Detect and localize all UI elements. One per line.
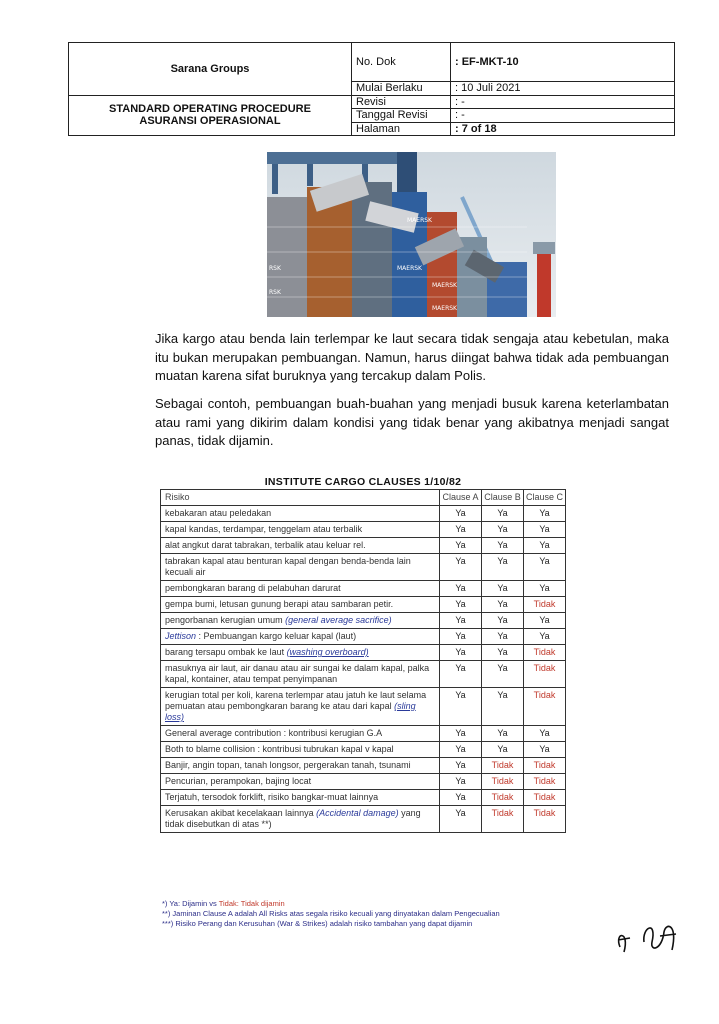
table-header-row	[161, 490, 566, 506]
document-title-line-1: STANDARD OPERATING PROCEDURE	[109, 103, 311, 116]
clause-a-cell: Ya	[440, 758, 482, 774]
header-key-mulai-berlaku: Mulai Berlaku	[352, 82, 451, 96]
clause-b-cell: Ya	[482, 661, 524, 688]
clause-b-cell: Ya	[482, 554, 524, 581]
column-header-clause-c: Clause C	[524, 490, 566, 506]
container-ship-photo	[267, 152, 556, 317]
header-key-halaman: Halaman	[352, 122, 451, 136]
risk-cell: Both to blame collision : kontribusi tubrukan kapal v kapal	[161, 742, 440, 758]
photo-label-6: RSK	[269, 289, 281, 296]
clause-b-cell: Ya	[482, 613, 524, 629]
clause-c-cell: Ya	[524, 522, 566, 538]
risk-cell: Banjir, angin topan, tanah longsor, pergerakan tanah, tsunami	[161, 758, 440, 774]
header-value-tanggal-revisi: : -	[451, 109, 675, 123]
note-1: *) Ya: Dijamin vs Tidak: Tidak dijamin	[162, 899, 285, 908]
table-row	[161, 688, 566, 726]
clause-b-cell: Ya	[482, 688, 524, 726]
header-value-revisi: : -	[451, 95, 675, 109]
table-row	[161, 726, 566, 742]
clause-b-cell: Ya	[482, 581, 524, 597]
document-title-line-2: ASURANSI OPERASIONAL	[139, 115, 281, 128]
header-value-no-dok: : EF-MKT-10	[451, 43, 675, 82]
document-header	[68, 42, 675, 136]
risk-cell: tabrakan kapal atau benturan kapal dengan benda-benda lain kecuali air	[161, 554, 440, 581]
clause-c-cell: Ya	[524, 742, 566, 758]
clause-c-cell: Ya	[524, 581, 566, 597]
clause-b-cell: Tidak	[482, 758, 524, 774]
column-header-clause-b: Clause B	[482, 490, 524, 506]
paragraph-jettison: Jika kargo atau benda lain terlempar ke laut secara tidak sengaja atau kebetulan, maka itu bukan merupakan pembuangan. Namun, harus diingat bahwa tidak ada pembuangan muatan karena sifat buruknya yang tercakup dalam Polis.	[155, 331, 669, 383]
risk-cell: Jettison : Pembuangan kargo keluar kapal (laut)	[161, 629, 440, 645]
clause-c-cell: Tidak	[524, 661, 566, 688]
risk-cell: gempa bumi, letusan gunung berapi atau sambaran petir.	[161, 597, 440, 613]
clause-a-cell: Ya	[440, 522, 482, 538]
table-row	[161, 613, 566, 629]
document-title	[69, 95, 352, 136]
clause-b-cell: Ya	[482, 742, 524, 758]
clause-a-cell: Ya	[440, 554, 482, 581]
risk-cell: pembongkaran barang di pelabuhan darurat	[161, 581, 440, 597]
column-header-clause-a: Clause A	[440, 490, 482, 506]
clause-c-cell: Tidak	[524, 645, 566, 661]
header-key-no-dok: No. Dok	[352, 43, 451, 82]
table-row	[161, 758, 566, 774]
clause-b-cell: Ya	[482, 645, 524, 661]
clause-a-cell: Ya	[440, 629, 482, 645]
clause-c-cell: Ya	[524, 613, 566, 629]
header-key-tanggal-revisi: Tanggal Revisi	[352, 109, 451, 123]
header-value-halaman: : 7 of 18	[451, 122, 675, 136]
clause-c-cell: Tidak	[524, 790, 566, 806]
clause-a-cell: Ya	[440, 726, 482, 742]
clause-c-cell: Tidak	[524, 758, 566, 774]
clause-b-cell: Tidak	[482, 790, 524, 806]
clause-b-cell: Tidak	[482, 806, 524, 833]
clause-a-cell: Ya	[440, 661, 482, 688]
risk-cell: Pencurian, perampokan, bajing locat	[161, 774, 440, 790]
clause-b-cell: Ya	[482, 506, 524, 522]
risk-cell: kebakaran atau peledakan	[161, 506, 440, 522]
table-row	[161, 645, 566, 661]
paragraph-example: Sebagai contoh, pembuangan buah-buahan yang menjadi busuk karena keterlambatan atau rami yang dikirim dalam kondisi yang tidak benar yang akibatnya menjadi sangat panas, tidak dijamin.	[155, 396, 669, 448]
clause-c-cell: Tidak	[524, 597, 566, 613]
table-row	[161, 806, 566, 833]
table-row	[161, 742, 566, 758]
clause-c-cell: Ya	[524, 726, 566, 742]
cargo-clauses-table	[160, 489, 566, 833]
signature-initials	[612, 912, 692, 962]
table-title: INSTITUTE CARGO CLAUSES 1/10/82	[264, 476, 462, 488]
photo-label-3: MAERSK	[432, 282, 457, 289]
photo-label-5: RSK	[269, 265, 281, 272]
clause-a-cell: Ya	[440, 581, 482, 597]
clause-a-cell: Ya	[440, 597, 482, 613]
photo-label-4: MAERSK	[432, 305, 457, 312]
table-row	[161, 597, 566, 613]
clause-b-cell: Ya	[482, 522, 524, 538]
risk-cell: General average contribution : kontribusi kerugian G.A	[161, 726, 440, 742]
table-row	[161, 629, 566, 645]
table-row	[161, 522, 566, 538]
clause-b-cell: Ya	[482, 726, 524, 742]
clause-c-cell: Tidak	[524, 774, 566, 790]
risk-cell: alat angkut darat tabrakan, terbalik atau keluar rel.	[161, 538, 440, 554]
note-2: **) Jaminan Clause A adalah All Risks atas segala risiko kecuali yang dinyatakan dalam Pengecualian	[162, 909, 500, 918]
photo-label-1: MAERSK	[407, 217, 432, 224]
clause-c-cell: Ya	[524, 554, 566, 581]
clause-b-cell: Ya	[482, 538, 524, 554]
clause-a-cell: Ya	[440, 742, 482, 758]
table-row	[161, 581, 566, 597]
clause-a-cell: Ya	[440, 774, 482, 790]
clause-c-cell: Ya	[524, 629, 566, 645]
clause-b-cell: Ya	[482, 597, 524, 613]
clause-c-cell: Tidak	[524, 806, 566, 833]
container-ship-illustration	[267, 152, 556, 317]
risk-cell: Terjatuh, tersodok forklift, risiko bangkar-muat lainnya	[161, 790, 440, 806]
clause-a-cell: Ya	[440, 688, 482, 726]
clause-b-cell: Ya	[482, 629, 524, 645]
risk-cell: kapal kandas, terdampar, tenggelam atau terbalik	[161, 522, 440, 538]
header-key-revisi: Revisi	[352, 95, 451, 109]
clause-a-cell: Ya	[440, 645, 482, 661]
note-3: ***) Risiko Perang dan Kerusuhan (War & Strikes) adalah risiko tambahan yang dapat dijamin	[162, 919, 473, 928]
table-row	[161, 774, 566, 790]
table-row	[161, 554, 566, 581]
clause-b-cell: Tidak	[482, 774, 524, 790]
risk-cell: kerugian total per koli, karena terlempar atau jatuh ke laut selama pemuatan atau pembongkaran barang ke atau dari kapal (sling loss)	[161, 688, 440, 726]
clause-a-cell: Ya	[440, 506, 482, 522]
clause-a-cell: Ya	[440, 790, 482, 806]
column-header-risiko: Risiko	[161, 490, 440, 506]
header-value-mulai-berlaku: : 10 Juli 2021	[451, 82, 675, 96]
table-row	[161, 661, 566, 688]
clause-a-cell: Ya	[440, 538, 482, 554]
clause-c-cell: Ya	[524, 538, 566, 554]
risk-cell: Kerusakan akibat kecelakaan lainnya (Accidental damage) yang tidak disebutkan di atas **)	[161, 806, 440, 833]
table-row	[161, 790, 566, 806]
clause-a-cell: Ya	[440, 806, 482, 833]
risk-cell: barang tersapu ombak ke laut (washing overboard)	[161, 645, 440, 661]
table-row	[161, 506, 566, 522]
company-name: Sarana Groups	[69, 43, 352, 96]
table-notes	[162, 899, 500, 929]
clause-c-cell: Tidak	[524, 688, 566, 726]
clause-a-cell: Ya	[440, 613, 482, 629]
clause-c-cell: Ya	[524, 506, 566, 522]
photo-label-2: MAERSK	[397, 265, 422, 272]
risk-cell: pengorbanan kerugian umum (general average sacrifice)	[161, 613, 440, 629]
risk-cell: masuknya air laut, air danau atau air sungai ke dalam kapal, palka kapal, kontainer, atau tempat penyimpanan	[161, 661, 440, 688]
table-row	[161, 538, 566, 554]
